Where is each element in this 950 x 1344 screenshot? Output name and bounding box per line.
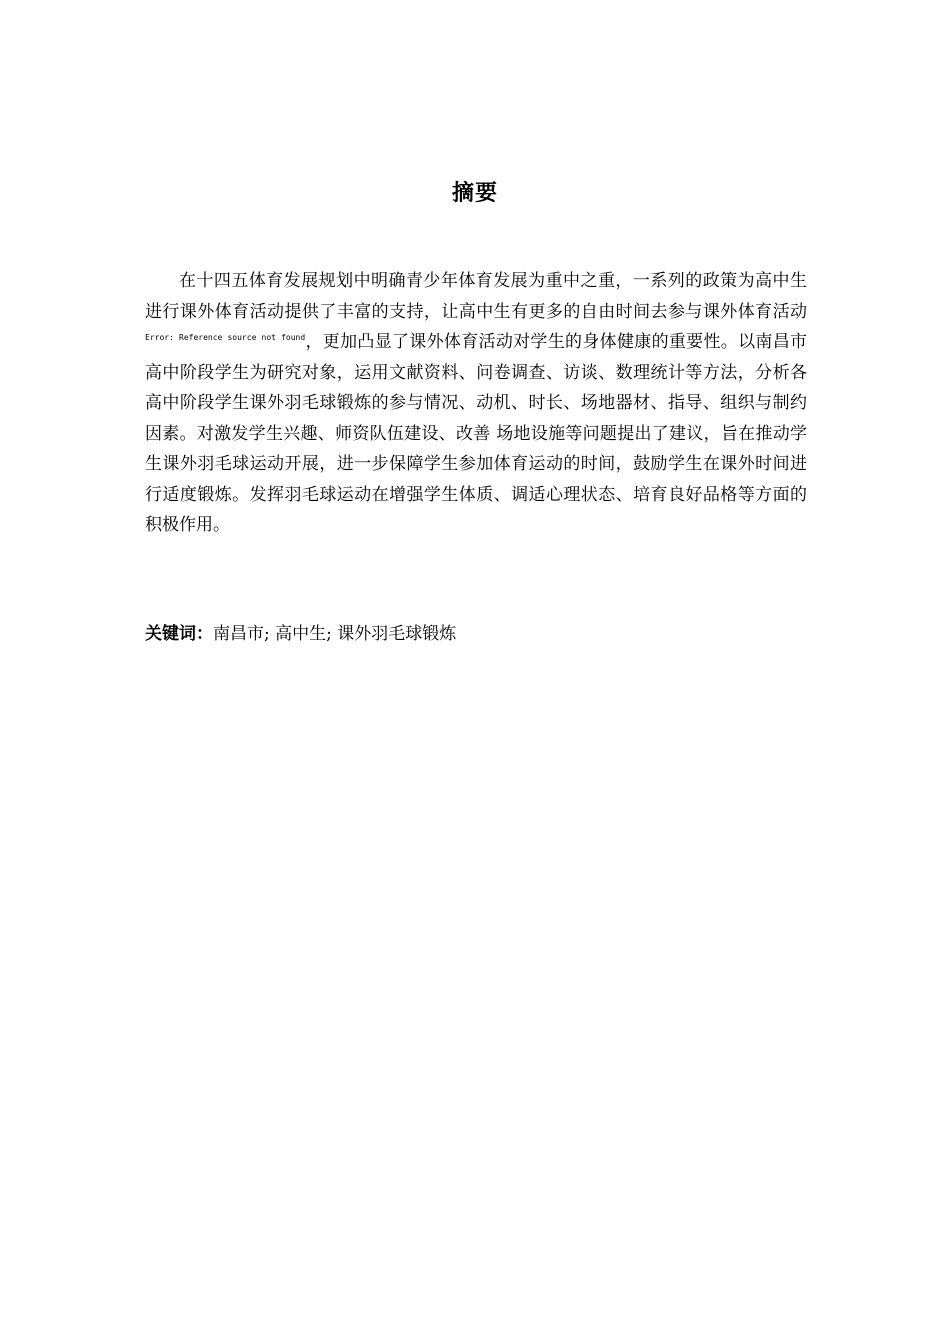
keywords-label: 关键词： — [145, 624, 213, 644]
keywords-line — [145, 621, 807, 647]
reference-error-note: Error: Reference source not found — [145, 333, 306, 342]
abstract-paragraph — [145, 266, 807, 541]
page-title: 摘要 — [451, 181, 498, 206]
keywords-value: 南昌市; 高中生; 课外羽毛球锻炼 — [213, 624, 457, 644]
abstract-text-part-1: 在十四五体育发展规划中明确青少年体育发展为重中之重，一系列的政策为高中生进行课外体育活动提供了丰富的支持，让高中生有更多的自由时间去参与课外体育活动 — [145, 271, 807, 322]
abstract-text-part-2: ，更加凸显了课外体育活动对学生的身体健康的重要性。以南昌市高中阶段学生为研究对象，运用文献资料、问卷调查、访谈、数理统计等方法，分析各高中阶段学生课外羽毛球锻炼的参与情况、动机、时长、场地器材、指导、组织与制约因素。对激发学生兴趣、师资队伍建设、改善 场地设施等问题提出了建议，旨在推动学生课外羽毛球运动开展，进一步保障学生参加体育运动的时间，鼓励学生在课外时间进行适度锻炼。发挥羽毛球运动在增强学生体质、调适心理状态、培育良好品格等方面的积极作用。 — [145, 332, 807, 535]
